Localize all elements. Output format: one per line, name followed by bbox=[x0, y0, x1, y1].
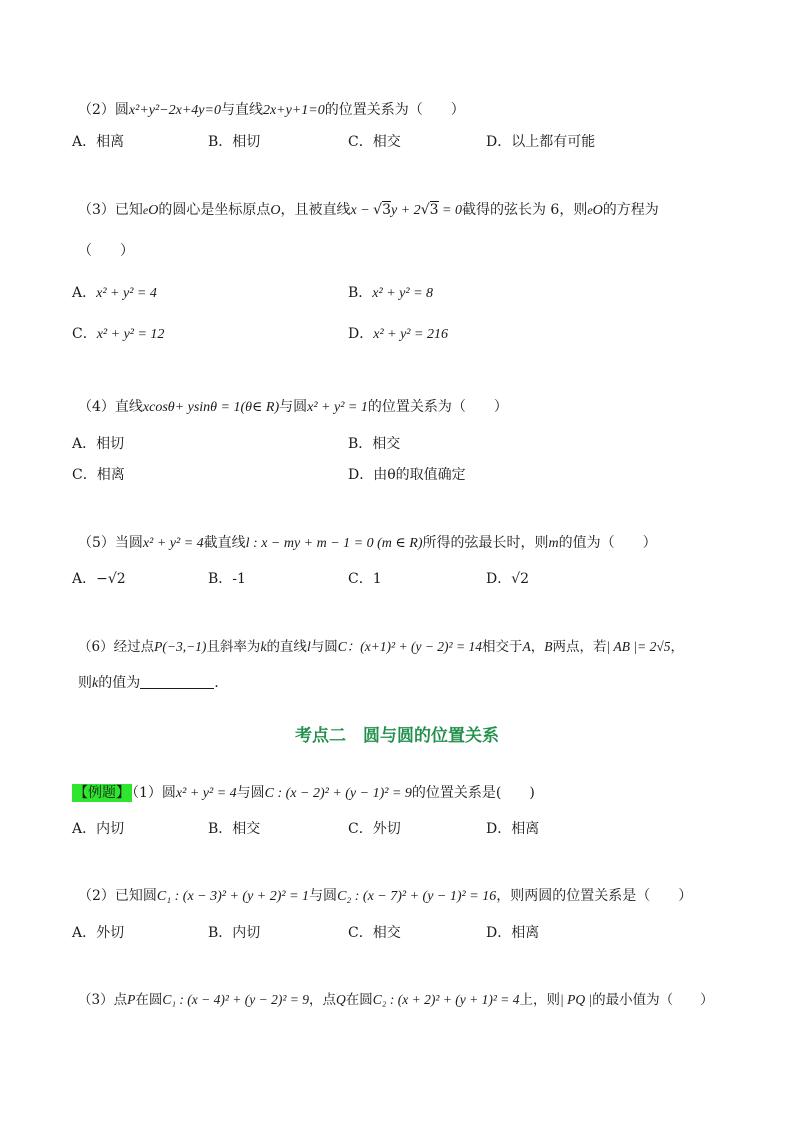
q3-line-b: y + 2 bbox=[391, 203, 421, 218]
ex-q1-option-b: B．相交 bbox=[208, 821, 261, 837]
ex-q1-circle2: C : (x − 2)² + (y − 1)² = 9 bbox=[264, 786, 412, 801]
q4-option-a: A．相切 bbox=[72, 436, 125, 452]
q3-text-a: 已知 bbox=[114, 202, 143, 218]
ex-q3-text-c: ，点 bbox=[309, 992, 337, 1008]
ex-q1-number: （1） bbox=[132, 785, 162, 801]
q6-line2 bbox=[78, 673, 219, 694]
q6-sep: ， bbox=[530, 639, 545, 655]
q5-m: m bbox=[548, 536, 559, 551]
q6-line2-a: 则 bbox=[78, 675, 92, 691]
q3-O-2: O bbox=[592, 203, 603, 218]
q2-option-d: D．以上都有可能 bbox=[486, 134, 596, 150]
q5-option-d: D．√2 bbox=[486, 571, 530, 587]
q3-O: O bbox=[148, 203, 159, 218]
q2-option-c: C．相交 bbox=[348, 134, 401, 150]
q2-text-b: 与直线 bbox=[220, 102, 263, 118]
circle-symbol-icon: e bbox=[142, 203, 149, 217]
answer-blank[interactable] bbox=[140, 674, 214, 689]
example-q1-stem bbox=[72, 783, 535, 804]
ex-q3-pq: | PQ | bbox=[560, 992, 593, 1007]
q3-option-c: C．x² + y² = 12 bbox=[72, 326, 165, 342]
q5-option-a: A．−√2 bbox=[72, 571, 126, 587]
q5-circle-expr: x² + y² = 4 bbox=[142, 536, 204, 551]
example-q3-stem bbox=[78, 990, 714, 1010]
section-title: 考点二 圆与圆的位置关系 bbox=[295, 726, 499, 746]
ex-q2-option-a: A．外切 bbox=[72, 925, 125, 941]
q3-option-a: A．x² + y² = 4 bbox=[72, 285, 157, 301]
q6-ab-expr: | AB |= 2√5 bbox=[606, 639, 671, 654]
ex-q3-P: P bbox=[127, 992, 136, 1007]
ex-q3-text-b: 在圆 bbox=[135, 992, 163, 1008]
ex-q1-option-a: A．内切 bbox=[72, 821, 125, 837]
q2-stem bbox=[78, 100, 465, 121]
ex-q3-text-a: 点 bbox=[113, 992, 128, 1008]
ex-q2-option-c: C．相交 bbox=[348, 925, 401, 941]
q5-option-c: C．1 bbox=[348, 571, 382, 587]
example-badge: 【例题】 bbox=[74, 785, 130, 801]
ex-q2-text-a: 已知圆 bbox=[114, 888, 157, 904]
q3-paren: （ ） bbox=[78, 243, 134, 259]
q4-text-a: 直线 bbox=[114, 399, 143, 415]
ex-q1-text-a: 圆 bbox=[161, 785, 176, 801]
q6-text-d: 与圆 bbox=[310, 639, 338, 655]
q6-A: A bbox=[522, 639, 531, 654]
q3-number: （3） bbox=[78, 202, 115, 218]
q5-text-b: 截直线 bbox=[203, 535, 246, 551]
q2-circle-expr: x²+y²−2x+4y=0 bbox=[128, 103, 221, 118]
q6-l: l bbox=[306, 639, 311, 654]
q2-number: （2） bbox=[78, 102, 115, 118]
ex-q3-number: （3） bbox=[78, 992, 114, 1008]
q2-text-c: 的位置关系为（ ） bbox=[324, 102, 465, 118]
q3-text-e: 的方程为 bbox=[602, 202, 659, 218]
ex-q1-option-c: C．外切 bbox=[348, 821, 401, 837]
q5-stem bbox=[78, 533, 657, 554]
q3-text-d: 截得的弦长为 6，则 bbox=[461, 202, 588, 218]
q6-text-a: 经过点 bbox=[113, 639, 155, 655]
q4-text-b: 与圆 bbox=[279, 399, 308, 415]
q3-sqrt3: 3 bbox=[382, 202, 392, 218]
q6-line2-b: 的值为 bbox=[98, 675, 141, 691]
q2-text-a: 圆 bbox=[114, 102, 129, 118]
example-q2-stem bbox=[78, 886, 692, 907]
ex-q2-circle2: C₂ : (x − 7)² + (y − 1)² = 16 bbox=[337, 889, 497, 904]
q6-text-f: 两点，若 bbox=[552, 639, 607, 655]
q5-number: （5） bbox=[78, 535, 115, 551]
q6-text-b: 且斜率为 bbox=[206, 639, 261, 655]
q6-text-e: 相交于 bbox=[481, 639, 523, 655]
ex-q2-number: （2） bbox=[78, 888, 115, 904]
q3-text-b: 的圆心是坐标原点 bbox=[158, 202, 271, 218]
ex-q3-Q: Q bbox=[336, 992, 346, 1007]
q5-text-c: 所得的弦最长时，则 bbox=[422, 535, 549, 551]
ex-q1-text-c: 的位置关系是( ) bbox=[411, 785, 535, 801]
q6-line2-end: . bbox=[214, 675, 219, 691]
q4-option-d: D．由θ的取值确定 bbox=[348, 467, 466, 483]
q4-option-b: B．相交 bbox=[348, 436, 401, 452]
q6-point: P(−3,−1) bbox=[154, 639, 207, 654]
ex-q3-text-e: 上，则 bbox=[519, 992, 560, 1008]
q2-line-expr: 2x+y+1=0 bbox=[262, 103, 325, 118]
q3-stem: （3）已知eO的圆心是坐标原点O，且被直线x − √3y + 2√3 = 0截得的弦长为 6，则eO的方程为 bbox=[78, 202, 659, 218]
q4-text-c: 的位置关系为（ ） bbox=[367, 399, 508, 415]
ex-q1-option-d: D．相离 bbox=[486, 821, 540, 837]
q4-option-c: C．相离 bbox=[72, 467, 125, 483]
q3-line-a: x − bbox=[350, 203, 374, 218]
ex-q1-text-b: 与圆 bbox=[236, 785, 265, 801]
ex-q3-text-d: 在圆 bbox=[345, 992, 373, 1008]
ex-q2-text-c: ，则两圆的位置关系是（ ） bbox=[496, 888, 693, 904]
circle-symbol-icon: e bbox=[587, 203, 593, 217]
q5-text-d: 的值为（ ） bbox=[558, 535, 657, 551]
q6-number: （6） bbox=[78, 639, 114, 655]
q6-comma: ， bbox=[670, 639, 685, 655]
ex-q2-option-b: B．内切 bbox=[208, 925, 261, 941]
q6-circle-expr: C：(x+1)² + (y − 2)² = 14 bbox=[337, 639, 482, 654]
q6-text-c: 的直线 bbox=[266, 639, 307, 655]
q3-O-origin: O bbox=[270, 203, 281, 218]
q4-line-expr: xcosθ+ ysinθ = 1(θ∈ R) bbox=[142, 400, 280, 415]
ex-q2-option-d: D．相离 bbox=[486, 925, 540, 941]
q4-circle-expr: x² + y² = 1 bbox=[307, 400, 368, 415]
ex-q3-circle2: C₂ : (x + 2)² + (y + 1)² = 4 bbox=[372, 992, 520, 1007]
q2-option-b: B．相切 bbox=[208, 134, 261, 150]
q4-number: （4） bbox=[78, 399, 115, 415]
q3-option-d: D．x² + y² = 216 bbox=[348, 326, 448, 342]
ex-q2-text-b: 与圆 bbox=[309, 888, 338, 904]
ex-q2-circle1: C₁ : (x − 3)² + (y + 2)² = 1 bbox=[156, 889, 310, 904]
q4-stem bbox=[78, 397, 508, 418]
q3-option-b: B．x² + y² = 8 bbox=[348, 285, 434, 301]
q5-option-b: B．-1 bbox=[208, 571, 246, 587]
q6-B: B bbox=[544, 639, 553, 654]
ex-q3-text-f: 的最小值为（ ） bbox=[592, 992, 714, 1008]
q3-sqrt3-b: 3 bbox=[429, 202, 439, 218]
ex-q1-circle1: x² + y² = 4 bbox=[175, 786, 237, 801]
q6-stem bbox=[78, 637, 684, 657]
q5-line-expr: l : x − my + m − 1 = 0 (m ∈ R) bbox=[245, 536, 423, 551]
q3-text-c: ，且被直线 bbox=[280, 202, 351, 218]
q2-option-a: A．相离 bbox=[72, 134, 125, 150]
ex-q3-circle1: C₁ : (x − 4)² + (y − 2)² = 9 bbox=[162, 992, 310, 1007]
q3-line-c: = 0 bbox=[438, 203, 462, 218]
q5-text-a: 当圆 bbox=[114, 535, 143, 551]
q6-k-2: k bbox=[92, 676, 99, 691]
q6-k: k bbox=[260, 639, 267, 654]
